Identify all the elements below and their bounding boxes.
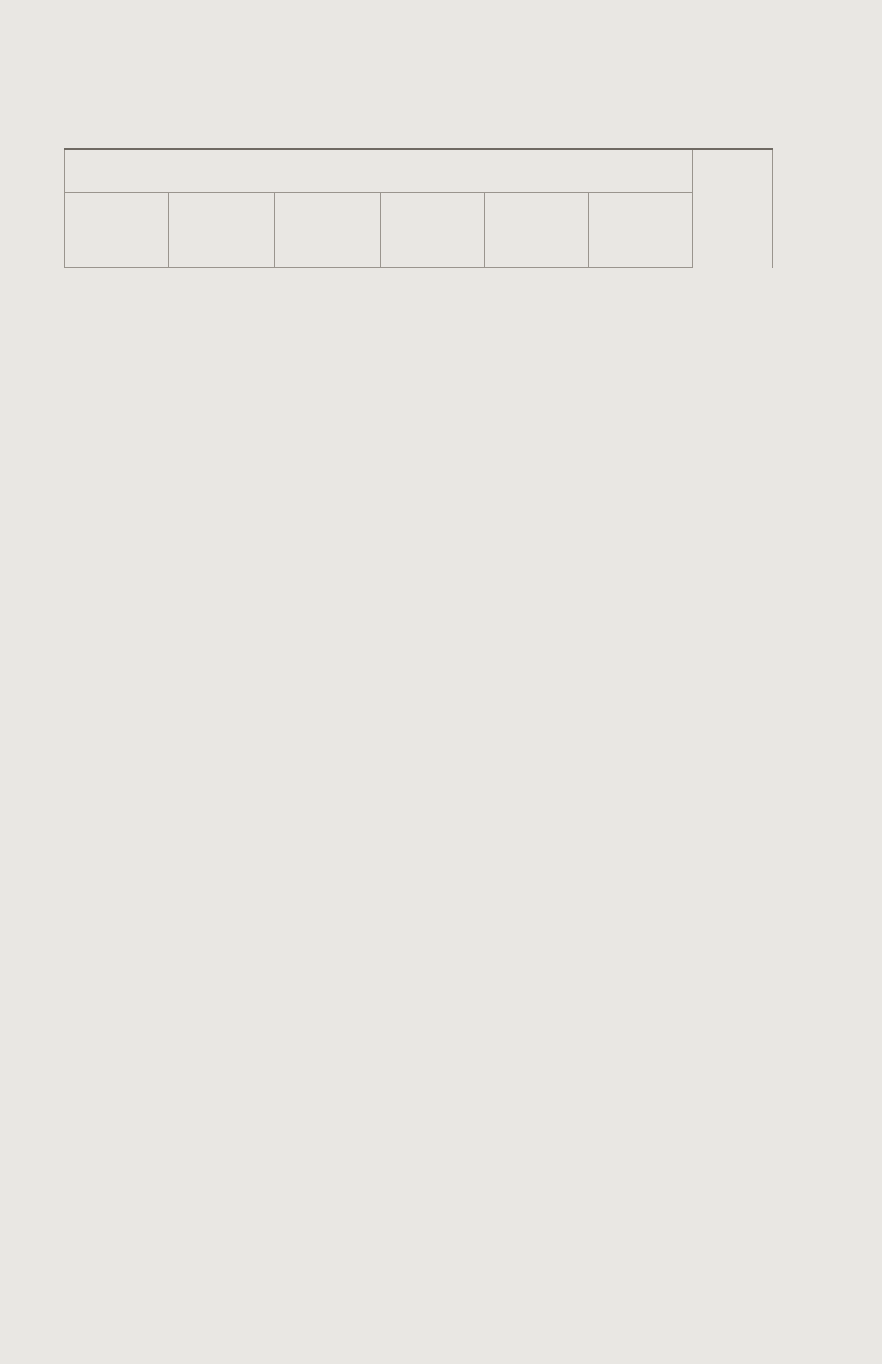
group-heading-collegiate bbox=[169, 193, 275, 268]
group-heading-total bbox=[589, 193, 693, 268]
group-heading-other bbox=[275, 193, 381, 268]
students-table bbox=[64, 148, 813, 268]
group-heading-preparatory bbox=[65, 193, 169, 268]
group-heading-professional bbox=[485, 193, 589, 268]
running-header bbox=[0, 58, 800, 82]
students-heading bbox=[65, 149, 693, 193]
summer-heading bbox=[693, 149, 773, 268]
group-heading-graduate bbox=[381, 193, 485, 268]
